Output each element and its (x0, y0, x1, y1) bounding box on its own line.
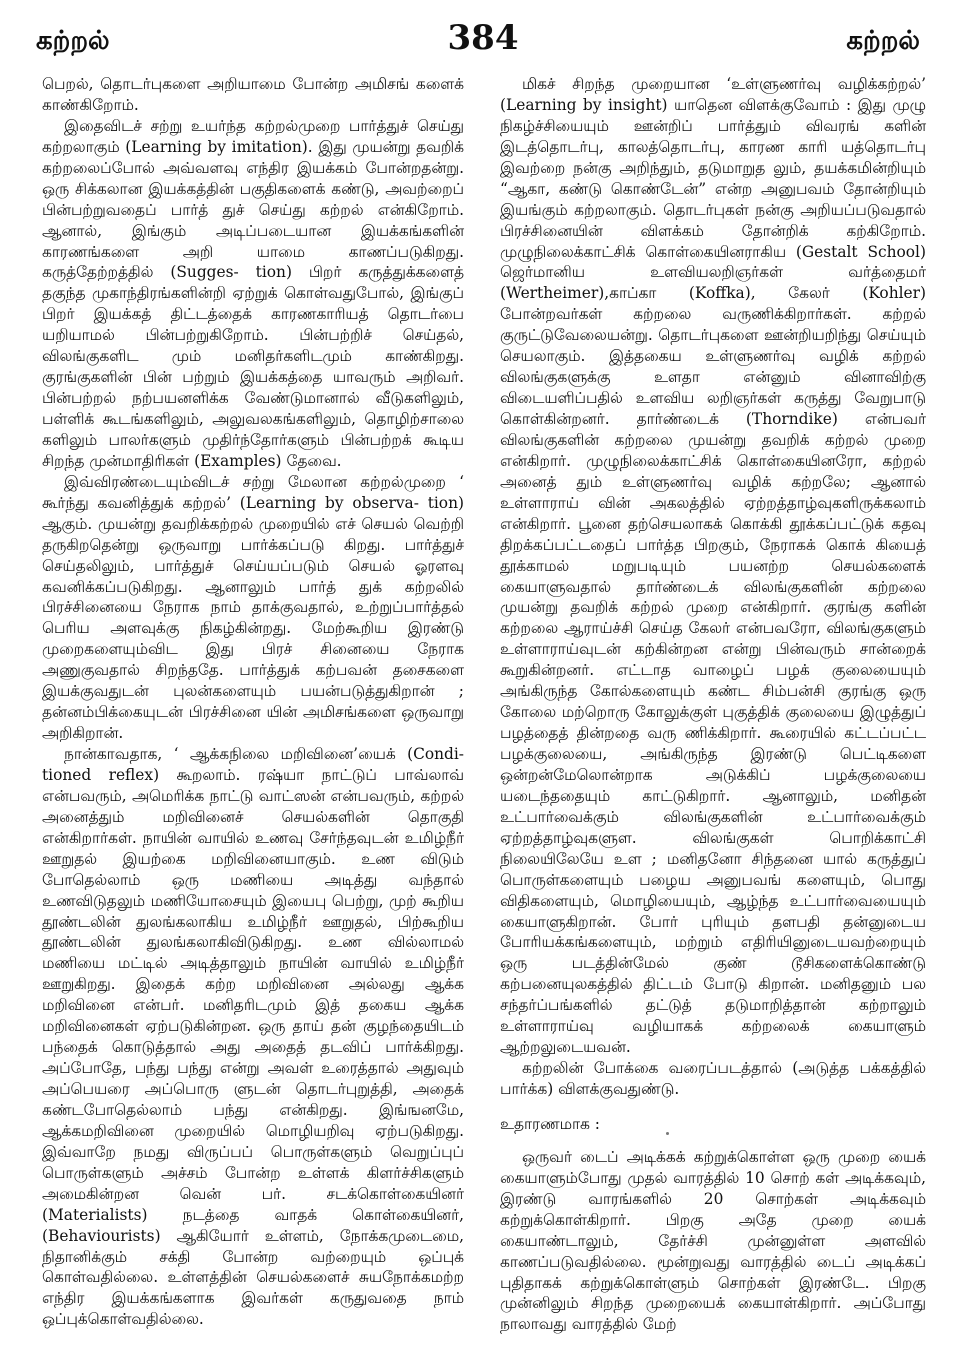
left-column (42, 74, 464, 1330)
sub-heading: உதாரணமாக : (500, 1114, 600, 1133)
paragraph: நான்காவதாக, ‘ ஆக்கநிலை மறிவினை’யைக் (Condi- tioned reflex) கூறலாம். ரஷ்யா நாட்டுப் பாவ்லாவ் என்பவரும், அமெரிக்க நாட்டு வாட்ஸன் என்பவரும், கற்றல் அனைத்தும் மறிவினைச் செயல்களின் தொகுதி என்கிறார்கள். நாயின் வாயில் உணவு சேர்ந்தவுடன் உமிழ்நீர் ஊறுதல் இயற்கை மறிவினையாகும். உண விடும் போதெல்லாம் ஒரு மணியை அடித்து வந்தால் உணவிடுதலும் மணியோசையும் இயைபு பெற்று, முற் கூறிய தூண்டலின் துலங்கலாகிய உமிழ்நீர் ஊறுதல், பிற்கூறிய தூண்டலின் துலங்கலாகிவிடுகிறது. உண வில்லாமல் மணியை மட்டில் அடித்தாலும் நாயின் வாயில் உமிழ்நீர் ஊறுகிறது. இதைக் கற்ற மறிவினை அல்லது ஆக்க மறிவினை என்பர். மனிதரிடமும் இத் தகைய ஆக்க மறிவினைகள் ஏற்படுகின்றன. ஒரு தாய் தன் குழந்தையிடம் பந்தைக் கொடுத்தால் அது அதைத் தடவிப் பார்க்கிறது. அப்போதே, பந்து பந்து என்று அவள் உரைத்தால் அதுவும் அப்பெயரை அப்பொரு ளுடன் தொடர்புறுத்தி, அதைக் கண்டபோதெல்லாம் பந்து என்கிறது. இங்ஙனமே, ஆக்கமறிவினை முறையில் மொழியறிவு ஏற்படுகிறது. இவ்வாறே நமது விருப்பப் பொருள்களும் வெறுப்புப் பொருள்களும் அச்சம் போன்ற உள்ளக் கிளர்ச்சிகளும் அமைகின்றன வென் பர். சடக்கொள்கையினர் (Materialists) நடத்தை வாதக் கொள்கையினர், (Behaviourists) ஆகியோர் உள்ளம், நோக்கமுடைமை, நிதானிக்கும் சக்தி போன்ற வற்றையும் ஒப்புக் கொள்வதில்லை. உள்ளத்தின் செயல்களைச் சுயநோக்கமற்ற எந்திர இயக்கங்களாக இவர்கள் கருதுவதை நாம் ஒப்புக்கொள்வதில்லை. (42, 745, 464, 1329)
running-title-right: கற்றல் (846, 26, 920, 56)
right-column (500, 74, 926, 1335)
running-title-left: கற்றல் (36, 26, 110, 56)
page-number: 384 (447, 18, 519, 58)
paragraph: பெறல், தொடர்புகளை அறியாமை போன்ற அமிசங் களைக் காண்கிறோம். (42, 75, 464, 114)
speck-mark (666, 1132, 669, 1135)
paragraph: இவ்விரண்டையும்விடச் சற்று மேலான கற்றல்முறை ‘ கூர்ந்து கவனித்துக் கற்றல்’ (Learning by observa- tion) ஆகும். முயன்று தவறிக்கற்றல் முறையில் எச் செயல் வெற்றி தருகிறதென்று ஒருவாறு பார்க்கப்படு கிறது. பார்த்துச் செய்தலிலும், பார்த்துச் செய்யப்படும் செயல் ஓரளவு கவனிக்கப்படுகிறது. ஆனாலும் பார்த் துக் கற்றலில் பிரச்சினையை நேராக நாம் தாக்குவதால், உற்றுப்பார்த்தல் பெரிய அளவுக்கு நிகழ்கின்றது. மேற்கூறிய இரண்டு முறைகளையும்விட இது பிரச் சினையை நேராக அணுகுவதால் சிறந்ததே. பார்த்துக் கற்பவன் தசைகளை இயக்குவதுடன் புலன்களையும் பயன்படுத்துகிறான் ; தன்னம்பிக்கையுடன் பிரச்சினை யின் அமிசங்களை ஒருவாறு அறிகிறான். (42, 472, 464, 743)
paragraph: மிகச் சிறந்த முறையான ‘உள்ளுணர்வு வழிக்கற்றல்’ (Learning by insight) யாதென விளக்குவோம் : இது முழு நிகழ்ச்சியையும் ஊன்றிப் பார்த்தும் விவரங் களின் இடத்தொடர்பு, காலத்தொடர்பு, காரண காரி யத்தொடர்பு இவற்றை நன்கு அறிந்தும், தடுமாறுத லும், தயக்கமின்றியும் “ஆகா, கண்டு கொண்டேன்” என்ற அனுபவம் தோன்றியும் இயங்கும் கற்றலாகும். தொடர்புகள் நன்கு அறியப்படுவதால் பிரச்சினையின் விளக்கம் தோன்றிக் கற்கிறோம். முழுநிலைக்காட்சிக் கொள்கையினராகிய (Gestalt School) ஜெர்மானிய உளவியலறிஞர்கள் வர்த்தைமர் (Wertheimer),காப்கா (Koffka), கேலர் (Kohler) போன்றவர்கள் கற்றலை வருணிக்கிறார்கள். கற்றல் குருட்டுவேலையன்று. தொடர்புகளை ஊன்றியறிந்து செய்யும் செயலாகும். இத்தகைய உள்ளுணர்வு வழிக் கற்றல் விலங்குகளுக்கு உளதா என்னும் வினாவிற்கு விடையளிப்பதில் உளவிய லறிஞர்கள் கருத்து வேறுபாடு கொள்கின்றனர். தார்ண்டைக் (Thorndike) என்பவர் விலங்குகளின் கற்றலை முயன்று தவறிக் கற்றல் முறை என்கிறார். முழுநிலைக்காட்சிக் கொள்கையினரோ, கற்றல் அனைத் தும் உள்ளுணர்வு வழிக் கற்றலே; ஆனால் உள்ளாராய் வின் அகலத்தில் ஏற்றத்தாழ்வுகளிருக்கலாம் என்கிறார். பூனை தற்செயலாகக் கொக்கி தூக்கப்பட்டுக் கதவு திறக்கப்பட்டதைப் பார்த்த பிறகும், நேராகக் கொக் கியைத் தூக்காமல் மறுபடியும் பயனற்ற செயல்களைக் கையாளுவதால் தார்ண்டைக் விலங்குகளின் கற்றலை முயன்று தவறிக் கற்றல் முறை என்கிறார். குரங்கு களின் கற்றலை ஆராய்ச்சி செய்த கேலர் என்பவரோ, விலங்குகளும் உள்ளாராய்வுடன் கற்கின்றன என்று பின்வரும் சான்றைக் கூறுகின்றனர். எட்டாத வாழைப் பழக் குலையையும் அங்கிருந்த கோல்களையும் கண்ட சிம்பன்சி குரங்கு ஒரு கோலை மற்றொரு கோலுக்குள் புகுத்திக் குலையை இழுத்துப் பழத்தைத் தின்றதை வரு ணிக்கிறார். கூரையில் கட்டப்பட்ட பழக்குலையை, அங்கிருந்த இரண்டு பெட்டிகளை ஒன்றன்மேலொன்றாக அடுக்கிப் பழக்குலையை யடைந்ததையும் காட்டுகிறார். ஆனாலும், மனிதன் உட்பார்வைக்கும் விலங்குகளின் உட்பார்வைக்கும் ஏற்றத்தாழ்வுகளுள. விலங்குகள் பொறிக்காட்சி நிலையிலேயே உள ; மனிதனோ சிந்தனை யால் கருத்துப் பொருள்களையும் பழைய அனுபவங் களையும், பொது விதிகளையும், மொழியையும், ஆழ்ந்த உட்பார்வையையும் கையாளுகிறான். போர் புரியும் தளபதி தன்னுடைய போரியக்கங்களையும், மற்றும் எதிரியினுடையவற்றையும் ஒரு படத்தின்மேல் குண் டூசிகளைக்கொண்டு கற்பனையுலகத்தில் திட்டம் போடு கிறான். மனிதனும் பல சந்தர்ப்பங்களில் தட்டுத் தடுமாறித்தான் கற்றாலும் உள்ளாராய்வு வழியாகக் கற்றலைக் கையாளும் ஆற்றலுடையவன். (500, 75, 926, 1057)
paragraph: ஒருவர் டைப் அடிக்கக் கற்றுக்கொள்ள ஒரு முறை யைக் கையாளும்போது முதல் வாரத்தில் 10 சொற் கள் அடிக்கவும், இரண்டு வாரங்களில் 20 சொற்கள் அடிக்கவும் கற்றுக்கொள்கிறார். பிறகு அதே முறை யைக் கையாண்டாலும், தேர்ச்சி முன்னுள்ள அளவில் காணப்படுவதில்லை. மூன்றுவது வாரத்தில் டைப் அடிக்கப் புதிதாகக் கற்றுக்கொள்ளும் சொற்கள் இரண்டே. பிறகு முன்னிலும் சிறந்த முறையைக் கையாள்கிறார். அப்போது நாலாவது வாரத்தில் மேற் (500, 1147, 926, 1334)
paragraph: கற்றலின் போக்கை வரைப்படத்தால் (அடுத்த பக்கத்தில் பார்க்க) விளக்குவதுண்டு. (500, 1059, 926, 1098)
page-header (0, 0, 966, 70)
paragraph: இதைவிடச் சற்று உயர்ந்த கற்றல்முறை பார்த்துச் செய்து கற்றலாகும் (Learning by imitation). இது முயன்று தவறிக் கற்றலைப்போல் அவ்வளவு எந்திர இயக்கம் போன்றதன்று. ஒரு சிக்கலான இயக்கத்தின் பகுதிகளைக் கண்டு, அவற்றைப் பின்பற்றுவதைப் பார்த் துச் செய்து கற்றல் என்கிறோம். ஆனால், இங்கும் அடிப்படையான இயக்கங்களின் காரணங்களை அறி யாமை காணப்படுகிறது. கருத்தேற்றத்தில் (Sugges- tion) பிறர் கருத்துக்களைத் தகுந்த முகாந்திரங்களின்றி ஏற்றுக் கொள்வதுபோல், இங்குப் பிறர் இயக்கத் திட்டத்தைக் காரணகாரியத் தொடர்பை யறியாமல் பின்பற்றுகிறோம். பின்பற்றிச் செய்தல், விலங்குகளிட மும் மனிதர்களிடமும் காண்கிறது. குரங்குகளின் பின் பற்றும் இயக்கத்தை யாவரும் அறிவர். பின்பற்றல் நற்பயனளிக்க வேண்டுமானால் வீடுகளிலும், பள்ளிக் கூடங்களிலும், அலுவலகங்களிலும், தொழிற்சாலை களிலும் பாலர்களும் முதிர்ந்தோர்களும் பின்பற்றக் கூடிய சிறந்த முன்மாதிரிகள் (Examples) தேவை. (42, 116, 464, 470)
